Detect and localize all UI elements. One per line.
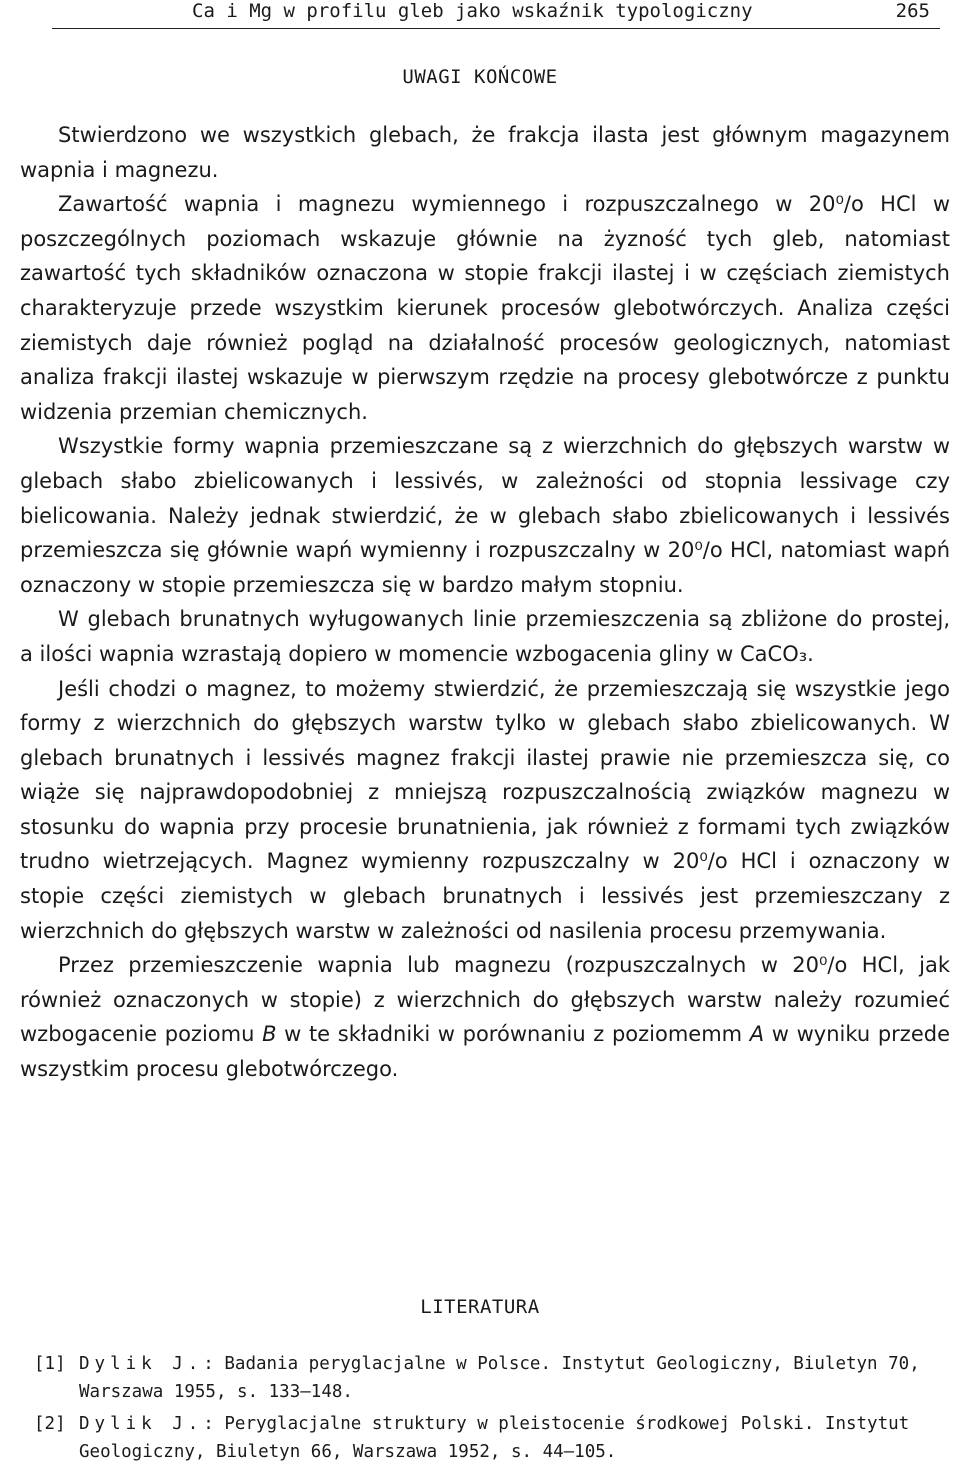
reference-body [79,1350,952,1406]
paragraph: Jeśli chodzi o magnez, to możemy stwierdzić, że przemieszczają się wszystkie jego formy z wierzchnich do głębszych warstw tylko w glebach słabo zbielicowanych. W glebach brunatnych i lessivés magnez frakcji ilastej prawie nie przemieszcza się, co wiąże się najprawdopodobniej z mniejszą rozpuszczalnością związków magnezu w stosunku do wapnia przy procesie brunatnienia, jak również z formami tych związków trudno wietrzejących. Magnez wymienny rozpuszczalny w 20⁰/o HCl i oznaczony w stopie części ziemistych w glebach brunatnych i lessivés jest przemieszczany z wierzchnich do głębszych warstw w zależności od nasilenia procesu przemywania. [20,676,950,943]
reference-author: Dylik J. [79,1414,204,1434]
page-number: 265 [895,0,930,22]
text-segment: w wyniku przede wszystkim procesu glebotwórczego. [20,1022,950,1082]
reference-body [79,1410,952,1466]
paragraph: W glebach brunatnych wyługowanych linie przemieszczenia są zbliżone do prostej, a ilości wapnia wzrastają dopiero w momencie wzbogacenia gliny w CaCO₃. [20,607,950,666]
section-title-literature: LITERATURA [420,1296,540,1318]
reference-item [34,1410,952,1466]
reference-number: [1] [34,1354,66,1374]
reference-item [34,1350,952,1406]
reference-author: Dylik J. [79,1354,204,1374]
reference-list [34,1350,952,1470]
text-segment: Przez przemieszczenie wapnia lub magnezu (rozpuszczalnych w 20⁰/o HCl, jak również oznaczonych w stopie) z wierzchnich do głębszych warstw należy rozumieć wzbogacenie poziomu [20,953,950,1047]
running-title: Ca i Mg w profilu gleb jako wskaźnik typologiczny [192,0,753,22]
paragraph: Wszystkie formy wapnia przemieszczane są z wierzchnich do głębszych warstw w glebach słabo zbielicowanych i lessivés, w zależności od stopnia lessivage czy bielicowania. Należy jednak stwierdzić, że w glebach słabo zbielicowanych i lessivés przemieszcza się głównie wapń wymienny i rozpuszczalny w 20⁰/o HCl, natomiast wapń oznaczony w stopie przemieszcza się w bardzo małym stopniu. [20,434,950,597]
paragraph-last [20,948,950,1086]
paragraph: Zawartość wapnia i magnezu wymiennego i rozpuszczalnego w 20⁰/o HCl w poszczególnych poziomach wskazuje głównie na żyzność tych gleb, natomiast zawartość tych składników oznaczona w stopie frakcji ilastej i w częściach ziemistych charakteryzuje przede wszystkim kierunek procesów glebotwórczych. Analiza części ziemistych daje również pogląd na działalność procesów geologicznych, natomiast analiza frakcji ilastej wskazuje w pierwszym rzędzie na procesy glebotwórcze z punktu widzenia przemian chemicznych. [20,192,950,424]
horizon-a-symbol: A [749,1022,765,1047]
section-title-conclusions: UWAGI KOŃCOWE [402,66,558,88]
text-segment: w te składniki w porównaniu z poziomemm [276,1022,750,1047]
horizon-b-symbol: B [262,1022,277,1047]
reference-text: : Badania peryglacjalne w Polsce. Instytut Geologiczny, Biuletyn 70, Warszawa 1955, s. 133—148. [79,1354,920,1402]
reference-text: : Peryglacjalne struktury w pleistocenie środkowej Polski. Instytut Geologiczny, Biuletyn 66, Warszawa 1952, s. 44—105. [79,1414,910,1462]
running-header [52,0,940,29]
paragraph: Stwierdzono we wszystkich glebach, że frakcja ilasta jest głównym magazynem wapnia i magnezu. [20,123,950,182]
body-text [20,118,950,1087]
reference-number: [2] [34,1414,66,1434]
